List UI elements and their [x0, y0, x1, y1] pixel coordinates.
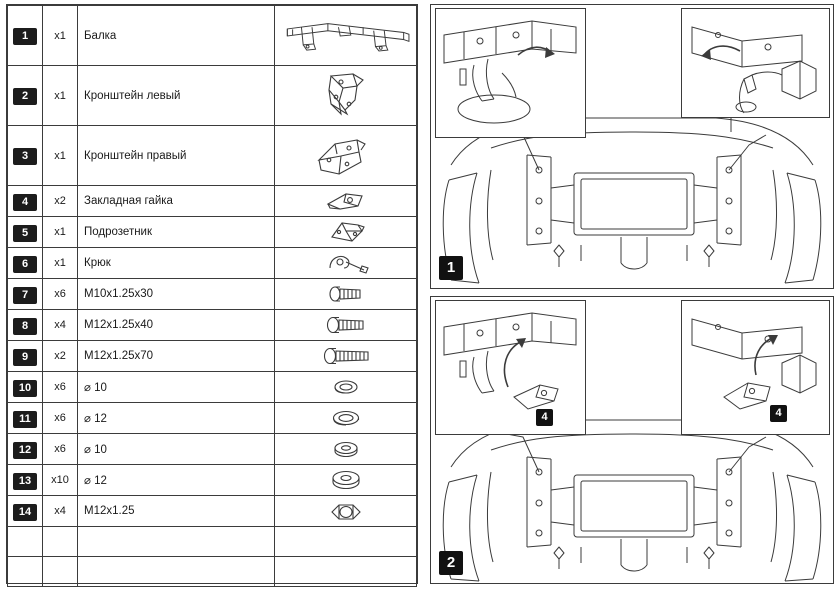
- part-image-cell: [275, 6, 417, 66]
- table-row: [8, 434, 417, 465]
- part-image-cell: [275, 310, 417, 341]
- table-row: [8, 6, 417, 66]
- quantity-cell: x6: [43, 372, 78, 403]
- inset-right-line-art-2: [682, 301, 829, 434]
- quantity-cell: x1: [43, 126, 78, 186]
- item-badge: 9: [13, 349, 37, 366]
- table-row: [8, 126, 417, 186]
- table-row: [8, 310, 417, 341]
- part-name-cell: M12x1.25x40: [78, 310, 275, 341]
- quantity-cell: [43, 527, 78, 557]
- callout-captive-nut-left: 4: [536, 409, 553, 426]
- quantity-cell: x1: [43, 248, 78, 279]
- part-image-cell: [275, 527, 417, 557]
- rear-underbody-view-step-1: [430, 4, 834, 289]
- item-badge: 4: [13, 194, 37, 211]
- quantity-cell: x1: [43, 6, 78, 66]
- item-badge: 7: [13, 287, 37, 304]
- item-number-cell: [8, 186, 43, 217]
- item-badge: 12: [13, 442, 37, 459]
- item-number-cell: [8, 557, 43, 587]
- part-name-cell: Закладная гайка: [78, 186, 275, 217]
- inset-left-wheel-arch: [435, 8, 586, 138]
- item-number-cell: [8, 403, 43, 434]
- part-name-cell: ⌀ 10: [78, 434, 275, 465]
- item-badge: 5: [13, 225, 37, 242]
- part-name-cell: Балка: [78, 6, 275, 66]
- item-number-cell: [8, 341, 43, 372]
- part-image-cell: [275, 372, 417, 403]
- table-row: [8, 341, 417, 372]
- quantity-cell: x1: [43, 66, 78, 126]
- item-number-cell: [8, 217, 43, 248]
- table-row: [8, 248, 417, 279]
- part-name-cell: [78, 527, 275, 557]
- inset-right-wheel-arch: [681, 8, 830, 118]
- quantity-cell: x6: [43, 279, 78, 310]
- table-row: [8, 403, 417, 434]
- part-image-cell: [275, 557, 417, 587]
- step-badge: 2: [439, 551, 463, 575]
- part-image-cell: [275, 465, 417, 496]
- part-image-cell: [275, 248, 417, 279]
- item-number-cell: [8, 527, 43, 557]
- table-row: [8, 66, 417, 126]
- part-name-cell: [78, 557, 275, 587]
- quantity-cell: x6: [43, 434, 78, 465]
- tow-hook-icon: [275, 248, 416, 278]
- quantity-cell: x1: [43, 217, 78, 248]
- callout-captive-nut-right: 4: [770, 405, 787, 422]
- part-image-cell: [275, 341, 417, 372]
- part-image-cell: [275, 126, 417, 186]
- part-name-cell: ⌀ 10: [78, 372, 275, 403]
- rear-underbody-view-step-2: [430, 296, 834, 584]
- crossbar-beam-icon: [275, 6, 416, 65]
- item-badge: 8: [13, 318, 37, 335]
- part-name-cell: M10x1.25x30: [78, 279, 275, 310]
- item-number-cell: [8, 279, 43, 310]
- part-name-cell: Кронштейн левый: [78, 66, 275, 126]
- item-number-cell: [8, 465, 43, 496]
- part-image-cell: [275, 496, 417, 527]
- item-number-cell: [8, 496, 43, 527]
- table-row-empty: [8, 527, 417, 557]
- part-name-cell: M12x1.25: [78, 496, 275, 527]
- quantity-cell: x4: [43, 310, 78, 341]
- part-name-cell: Кронштейн правый: [78, 126, 275, 186]
- table-row: [8, 465, 417, 496]
- item-badge: 11: [13, 411, 37, 428]
- parts-table: [7, 5, 417, 587]
- part-name-cell: ⌀ 12: [78, 465, 275, 496]
- part-name-cell: Подрозетник: [78, 217, 275, 248]
- item-number-cell: [8, 248, 43, 279]
- part-image-cell: [275, 279, 417, 310]
- hex-nut-icon: [275, 496, 416, 526]
- table-row-empty: [8, 557, 417, 587]
- item-badge: 10: [13, 380, 37, 397]
- item-number-cell: [8, 6, 43, 66]
- flat-washer-10-icon: [275, 434, 416, 464]
- bracket-left-icon: [275, 66, 416, 125]
- item-badge: 2: [13, 88, 37, 105]
- part-image-cell: [275, 403, 417, 434]
- part-name-cell: Крюк: [78, 248, 275, 279]
- table-row: [8, 186, 417, 217]
- inset-left-wheel-arch: [435, 300, 586, 435]
- quantity-cell: x10: [43, 465, 78, 496]
- captive-nut-icon: [275, 186, 416, 216]
- part-image-cell: [275, 66, 417, 126]
- item-badge: 14: [13, 504, 37, 521]
- inset-right-line-art: [682, 9, 829, 117]
- inset-left-line-art: [436, 9, 585, 137]
- item-badge: 6: [13, 256, 37, 273]
- quantity-cell: x2: [43, 341, 78, 372]
- item-number-cell: [8, 126, 43, 186]
- item-badge: 3: [13, 148, 37, 165]
- flat-washer-12-icon: [275, 465, 416, 495]
- bolt-medium-icon: [275, 310, 416, 340]
- quantity-cell: x4: [43, 496, 78, 527]
- part-image-cell: [275, 217, 417, 248]
- item-number-cell: [8, 310, 43, 341]
- bolt-long-icon: [275, 341, 416, 371]
- inset-left-line-art-2: [436, 301, 585, 434]
- table-row: [8, 279, 417, 310]
- quantity-cell: [43, 557, 78, 587]
- item-number-cell: [8, 66, 43, 126]
- part-image-cell: [275, 434, 417, 465]
- socket-plate-icon: [275, 217, 416, 247]
- spring-washer-12-icon: [275, 403, 416, 433]
- item-number-cell: [8, 372, 43, 403]
- bolt-short-icon: [275, 279, 416, 309]
- quantity-cell: x6: [43, 403, 78, 434]
- bracket-right-icon: [275, 126, 416, 185]
- part-name-cell: ⌀ 12: [78, 403, 275, 434]
- table-row: [8, 372, 417, 403]
- table-row: [8, 496, 417, 527]
- part-name-cell: M12x1.25x70: [78, 341, 275, 372]
- inset-right-wheel-arch: [681, 300, 830, 435]
- quantity-cell: x2: [43, 186, 78, 217]
- item-badge: 13: [13, 473, 37, 490]
- item-number-cell: [8, 434, 43, 465]
- spring-washer-10-icon: [275, 372, 416, 402]
- step-badge: 1: [439, 256, 463, 280]
- parts-list-panel: [6, 4, 418, 584]
- part-image-cell: [275, 186, 417, 217]
- table-row: [8, 217, 417, 248]
- item-badge: 1: [13, 28, 37, 45]
